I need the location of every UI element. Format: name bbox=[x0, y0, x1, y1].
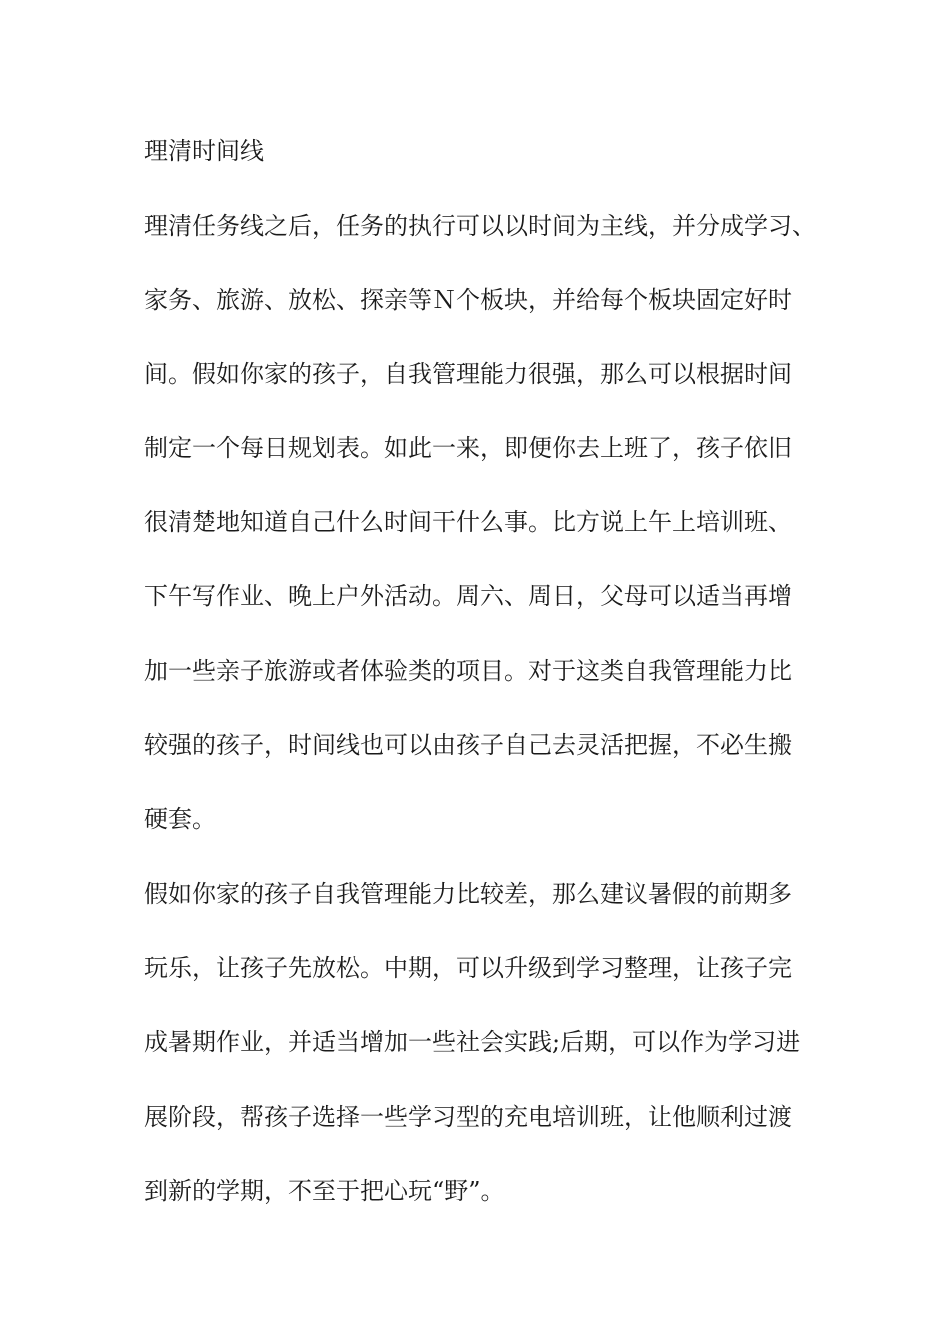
paragraph-line: 假如你家的孩子自我管理能力比较差，那么建议暑假的前期多 bbox=[144, 880, 792, 908]
paragraph-line: 到新的学期，不至于把心玩“野”。 bbox=[144, 1177, 505, 1205]
paragraph-line: 较强的孩子，时间线也可以由孩子自己去灵活把握，不必生搬 bbox=[144, 731, 792, 759]
paragraph-line: 加一些亲子旅游或者体验类的项目。对于这类自我管理能力比 bbox=[144, 657, 792, 685]
paragraph-line: 展阶段，帮孩子选择一些学习型的充电培训班，让他顺利过渡 bbox=[144, 1103, 792, 1131]
paragraph-line: 制定一个每日规划表。如此一来，即便你去上班了，孩子依旧 bbox=[144, 434, 792, 462]
paragraph-line: 家务、旅游、放松、探亲等Ｎ个板块，并给每个板块固定好时 bbox=[144, 286, 792, 314]
paragraph-line: 硬套。 bbox=[144, 805, 216, 833]
paragraph-line: 下午写作业、晚上户外活动。周六、周日，父母可以适当再增 bbox=[144, 582, 792, 610]
paragraph-line: 理清任务线之后，任务的执行可以以时间为主线，并分成学习、 bbox=[144, 212, 816, 240]
section-heading: 理清时间线 bbox=[144, 137, 264, 165]
paragraph-line: 成暑期作业，并适当增加一些社会实践;后期，可以作为学习进 bbox=[144, 1028, 801, 1056]
paragraph-line: 玩乐，让孩子先放松。中期，可以升级到学习整理，让孩子完 bbox=[144, 954, 792, 982]
paragraph-line: 很清楚地知道自己什么时间干什么事。比方说上午上培训班、 bbox=[144, 508, 792, 536]
paragraph-line: 间。假如你家的孩子，自我管理能力很强，那么可以根据时间 bbox=[144, 360, 792, 388]
